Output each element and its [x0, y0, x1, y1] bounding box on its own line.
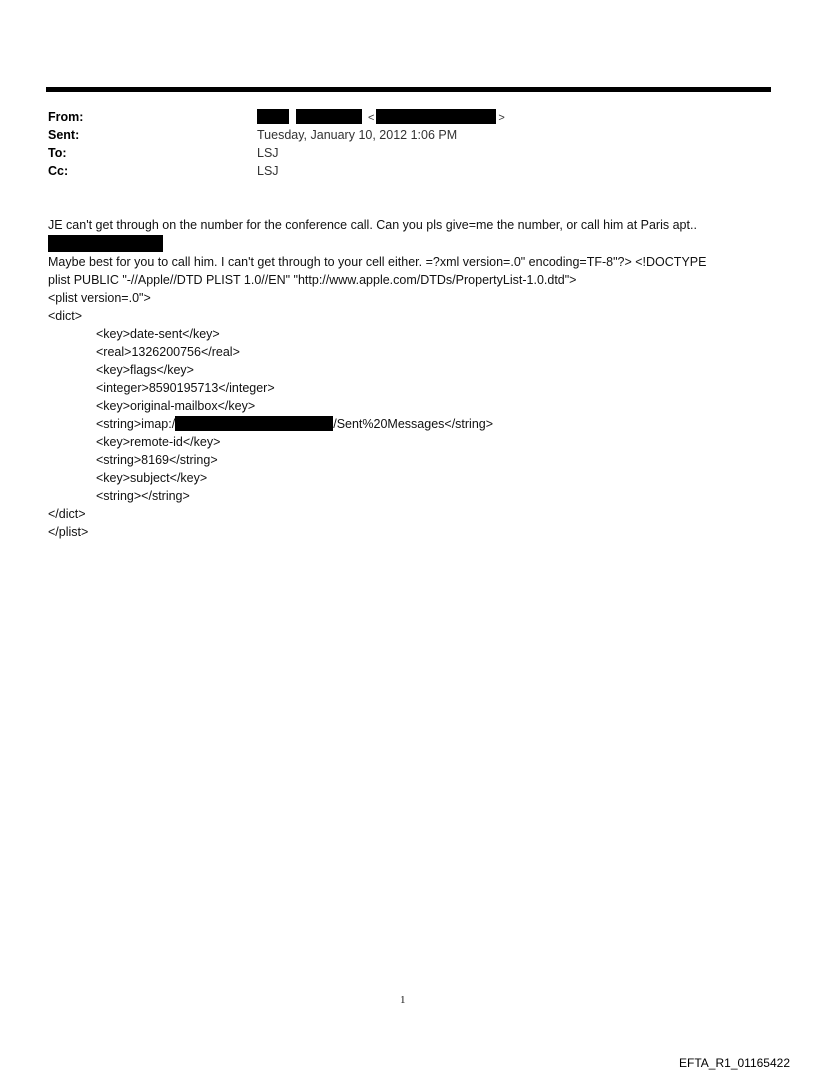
dict-open: <dict> — [48, 309, 83, 323]
from-label: From: — [48, 110, 84, 124]
plist-entry: <key>remote-id</key> — [96, 435, 221, 449]
string-suffix: /Sent%20Messages</string> — [333, 417, 494, 431]
string-prefix: <string>imap:/ — [96, 417, 176, 431]
bates-number: EFTA_R1_01165422 — [679, 1056, 790, 1070]
cc-value: LSJ — [257, 164, 279, 178]
dict-close: </dict> — [48, 507, 86, 521]
from-row — [48, 108, 768, 126]
plist-entry: <key>original-mailbox</key> — [96, 399, 256, 413]
cc-label: Cc: — [48, 164, 69, 178]
header-divider — [46, 87, 771, 92]
cc-row — [48, 162, 768, 180]
plist-open: <plist version=.0"> — [48, 291, 151, 305]
plist-entry: <key>date-sent</key> — [96, 327, 220, 341]
redaction-block — [48, 235, 163, 252]
plist-entry: <key>flags</key> — [96, 363, 194, 377]
from-value — [257, 108, 507, 127]
email-header — [48, 108, 768, 180]
body-line: plist PUBLIC "-//Apple//DTD PLIST 1.0//EN" "http://www.apple.com/DTDs/PropertyList-1.0.dtd"> — [48, 273, 577, 287]
from-email-close: > — [498, 112, 505, 124]
plist-close: </plist> — [48, 525, 89, 539]
to-value: LSJ — [257, 146, 279, 160]
body-line: Maybe best for you to call him. I can't get through to your cell either. =?xml version=.0" encoding=TF-8"?> <!DOCTYPE — [48, 255, 707, 269]
sent-value: Tuesday, January 10, 2012 1:06 PM — [257, 128, 458, 142]
body-line: JE can't get through on the number for the conference call. Can you pls give=me the number, or call him at Paris apt.. — [48, 218, 697, 232]
redaction-block — [257, 109, 289, 124]
to-label: To: — [48, 146, 67, 160]
redaction-block — [175, 416, 333, 431]
sent-row — [48, 126, 768, 144]
plist-entry: <string>8169</string> — [96, 453, 218, 467]
sent-label: Sent: — [48, 128, 80, 142]
to-row — [48, 144, 768, 162]
plist-entry: <real>1326200756</real> — [96, 345, 240, 359]
plist-entry: <key>subject</key> — [96, 471, 208, 485]
page-number: 1 — [400, 994, 406, 1006]
plist-entry: <integer>8590195713</integer> — [96, 381, 275, 395]
plist-entry-mailbox — [48, 415, 768, 433]
email-body — [48, 216, 768, 541]
redaction-block — [296, 109, 362, 124]
from-email-open: < — [367, 112, 375, 124]
plist-entry: <string></string> — [96, 489, 190, 503]
redaction-block — [376, 109, 496, 124]
